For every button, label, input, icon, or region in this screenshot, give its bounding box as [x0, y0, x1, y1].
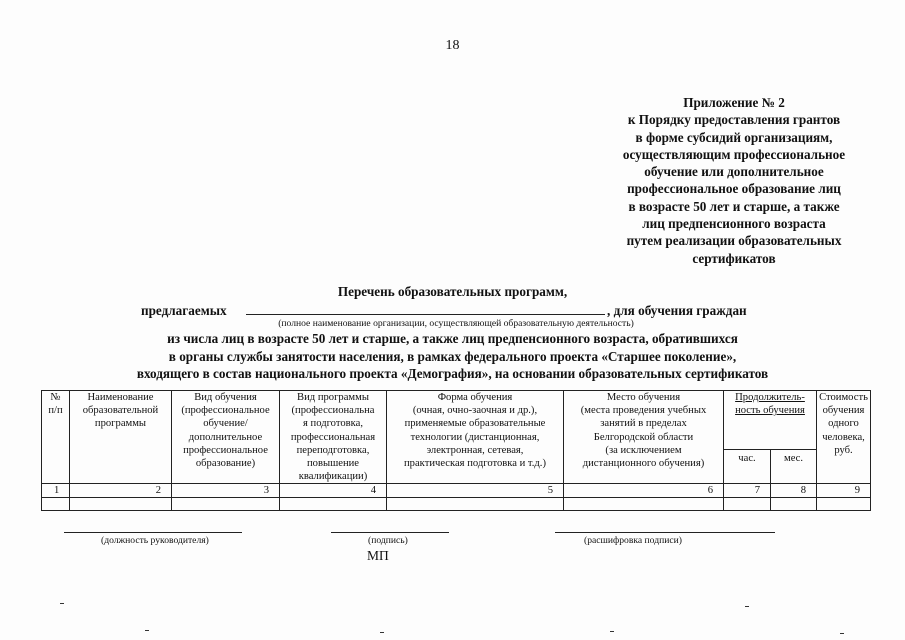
table-cell[interactable] — [724, 498, 771, 511]
heading-line-5: входящего в состав национального проекта «Демография», на основании образовательных сертификатов — [136, 366, 769, 381]
scan-speck — [380, 632, 384, 633]
organization-blank-line[interactable] — [246, 314, 605, 315]
col-training-type-header: Вид обучения (профессиональное обучение/ дополнительное профессиональное образование) — [172, 391, 280, 484]
signature-decode-line[interactable] — [555, 532, 775, 533]
appendix-line: к Порядку предоставления грантов — [627, 112, 841, 128]
scan-speck — [840, 633, 844, 634]
appendix-line: обучение или дополнительное — [644, 164, 824, 180]
position-signature-line[interactable] — [64, 532, 242, 533]
table-row — [42, 484, 871, 498]
table-cell[interactable] — [42, 498, 70, 511]
position-label: (должность руководителя) — [101, 535, 209, 546]
appendix-block — [600, 94, 868, 267]
table-cell[interactable] — [771, 498, 817, 511]
signature-line[interactable] — [331, 532, 449, 533]
appendix-line: Приложение № 2 — [683, 95, 785, 110]
appendix-line: осуществляющим профессиональное — [622, 146, 846, 162]
heading-for-citizens: , для обучения граждан — [607, 303, 747, 318]
programs-table — [41, 390, 871, 511]
appendix-line: путем реализации образовательных — [626, 233, 842, 249]
table-cell[interactable] — [817, 498, 871, 511]
scan-speck — [60, 603, 64, 604]
appendix-line: лиц предпенсионного возраста — [642, 216, 826, 232]
col-duration-header: Продолжитель- ность обучения — [724, 391, 817, 450]
col-program-type-header: Вид программы (профессиональна я подготовка, профессиональная переподготовка, повышение квалификации) — [280, 391, 387, 484]
scan-speck — [745, 606, 749, 607]
appendix-line: в форме субсидий организациям, — [635, 129, 833, 145]
scan-speck — [610, 631, 614, 632]
list-title: Перечень образовательных программ, — [337, 284, 568, 299]
col-months-header: мес. — [771, 449, 817, 484]
col-program-name-header: Наименование образовательной программы — [70, 391, 172, 484]
col-index-cell: 7 — [724, 484, 771, 498]
heading-line-3: из числа лиц в возрасте 50 лет и старше, а также лиц предпенсионного возраста, обратившихся — [167, 331, 738, 346]
heading-proposed: предлагаемых — [141, 303, 227, 318]
col-number-header: № п/п — [42, 391, 70, 484]
col-index-cell: 4 — [280, 484, 387, 498]
col-training-form-header: Форма обучения (очная, очно-заочная и др.), применяемые образовательные технологии (дистанционная, электронная, сетевая, практическая подготовка и т.д.) — [387, 391, 564, 484]
appendix-line: сертификатов — [692, 250, 776, 266]
col-index-cell: 5 — [387, 484, 564, 498]
table-cell[interactable] — [70, 498, 172, 511]
table-cell[interactable] — [172, 498, 280, 511]
table-cell[interactable] — [387, 498, 564, 511]
col-index-cell: 9 — [817, 484, 871, 498]
col-index-cell: 8 — [771, 484, 817, 498]
table-cell[interactable] — [564, 498, 724, 511]
col-cost-header: Стоимость обучения одного человека, руб. — [817, 391, 871, 484]
col-index-cell: 6 — [564, 484, 724, 498]
signature-decode-label: (расшифровка подписи) — [584, 535, 682, 546]
col-index-cell: 3 — [172, 484, 280, 498]
organization-blank-note: (полное наименование организации, осуществляющей образовательную деятельность) — [278, 318, 634, 329]
appendix-line: в возрасте 50 лет и старше, а также — [628, 198, 840, 214]
signature-label: (подпись) — [368, 535, 408, 546]
col-index-cell: 1 — [42, 484, 70, 498]
appendix-line: профессиональное образование лиц — [627, 181, 841, 197]
page-number: 18 — [445, 38, 460, 53]
col-index-cell: 2 — [70, 484, 172, 498]
stamp-place-label: МП — [367, 548, 389, 563]
scan-speck — [145, 630, 149, 631]
heading-line-4: в органы службы занятости населения, в рамках федерального проекта «Старшее поколение», — [168, 349, 737, 364]
col-hours-header: час. — [724, 449, 771, 484]
table-cell[interactable] — [280, 498, 387, 511]
col-training-place-header: Место обучения (места проведения учебных занятий в пределах Белгородской области (за исключением дистанционного обучения) — [564, 391, 724, 484]
table-row[interactable] — [42, 498, 871, 511]
